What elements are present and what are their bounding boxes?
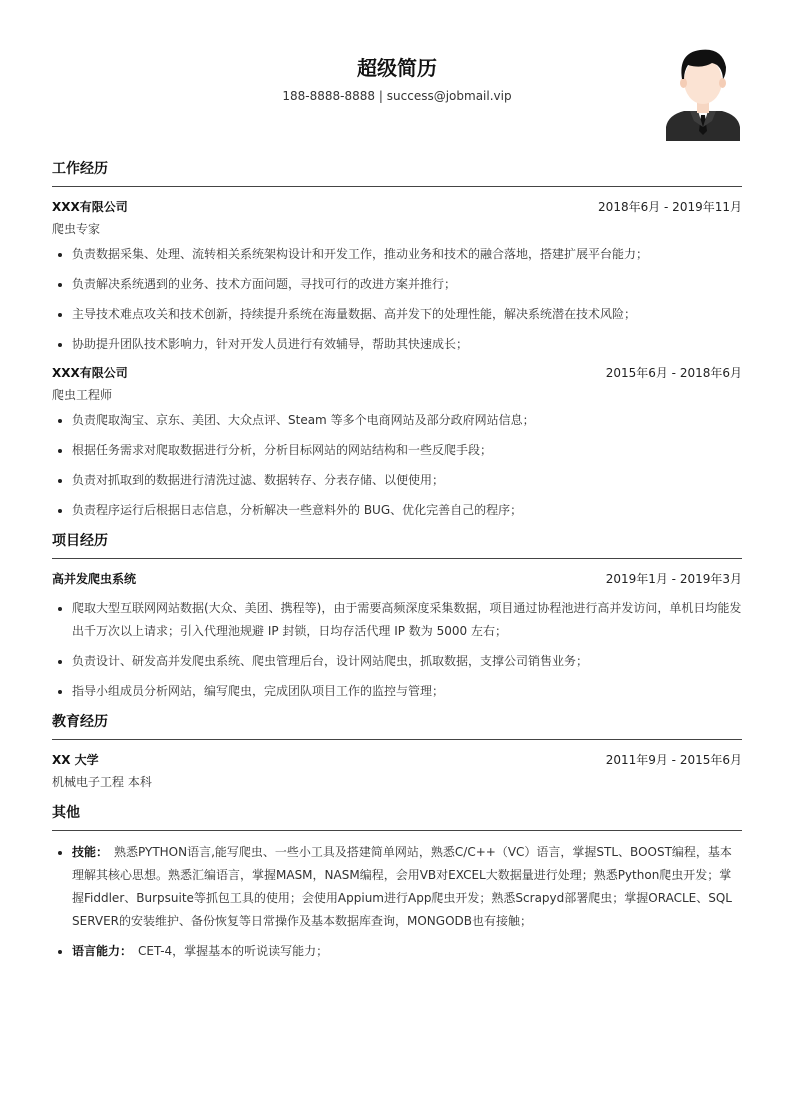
- section-title-other: 其他: [52, 802, 742, 831]
- list-item: • 爬取大型互联网网站数据(大众、美团、携程等)，由于需要高频深度采集数据，项目通过协程池进行高并发访问，单机日均能发出千万次以上请求；引入代理池规避 IP 封锁，日均存活代理 IP 数为 5000 左右；: [72, 597, 742, 643]
- other-list: [52, 841, 742, 963]
- school-name: XX 大学: [52, 753, 99, 767]
- candidate-name: 超级简历: [357, 56, 437, 80]
- list-item: • 负责爬取淘宝、京东、美团、大众点评、Steam 等多个电商网站及部分政府网站信息；: [72, 409, 742, 432]
- date-range: 2011年9月 - 2015年6月: [605, 753, 742, 767]
- education-entry: [52, 750, 742, 794]
- degree-major: 机械电子工程 本科: [52, 775, 152, 789]
- work-entry: [52, 197, 742, 356]
- list-item: [72, 841, 742, 933]
- list-item: • 指导小组成员分析网站，编写爬虫，完成团队项目工作的监控与管理；: [72, 680, 742, 703]
- project-name: 高并发爬虫系统: [52, 572, 137, 586]
- responsibility-list: [52, 243, 742, 356]
- date-range: 2019年1月 - 2019年3月: [605, 572, 742, 586]
- company-name: XXX有限公司: [52, 200, 128, 214]
- responsibility-list: [52, 409, 742, 522]
- list-item: • 负责程序运行后根据日志信息，分析解决一些意料外的 BUG、优化完善自己的程序；: [72, 499, 742, 522]
- contact-line: [52, 89, 742, 103]
- other-section: [52, 802, 742, 963]
- list-item: • 负责设计、研发高并发爬虫系统、爬虫管理后台，设计网站爬虫，抓取数据，支撑公司销售业务；: [72, 650, 742, 673]
- list-item: • 负责数据采集、处理、流转相关系统架构设计和开发工作，推动业务和技术的融合落地，搭建扩展平台能力；: [72, 243, 742, 266]
- resume-header: [52, 0, 742, 150]
- section-title-project: 项目经历: [52, 530, 742, 559]
- education-section: [52, 711, 742, 794]
- work-entry: [52, 363, 742, 522]
- skills-text: 熟悉PYTHON语言,能写爬虫、一些小工具及搭建简单网站，熟悉C/C++（VC）语言，掌握STL、BOOST编程，基本理解其核心思想。熟悉汇编语言，掌握MASM，NASM编程，会用VB对EXCEL大数据量进行处理；熟悉Python爬虫开发；掌握Fiddler、Burpsuite等抓包工具的使用；会使用Appium进行App爬虫开发；熟悉Scrapyd部署爬虫；掌握ORACLE、SQL SERVER的安装维护、备份恢复等日常操作及基本数据库查询，MONGODB也有接触；: [72, 845, 732, 928]
- list-item: • 根据任务需求对爬取数据进行分析，分析目标网站的网站结构和一些反爬手段；: [72, 439, 742, 462]
- section-title-education: 教育经历: [52, 711, 742, 740]
- date-range: 2018年6月 - 2019年11月: [598, 200, 742, 214]
- language-text: CET-4，掌握基本的听说读写能力；: [138, 944, 329, 958]
- date-range: 2015年6月 - 2018年6月: [605, 366, 742, 380]
- job-title: 爬虫专家: [52, 222, 101, 236]
- list-item: • 协助提升团队技术影响力，针对开发人员进行有效辅导，帮助其快速成长；: [72, 333, 742, 356]
- section-title-work: 工作经历: [52, 158, 742, 187]
- list-item: • 主导技术难点攻关和技术创新，持续提升系统在海量数据、高并发下的处理性能，解决系统潜在技术风险；: [72, 303, 742, 326]
- company-name: XXX有限公司: [52, 366, 128, 380]
- contact-separator: |: [378, 89, 383, 103]
- email-address: success@jobmail.vip: [386, 89, 512, 103]
- list-item: • 负责对抓取到的数据进行清洗过滤、数据转存、分表存储、以便使用；: [72, 469, 742, 492]
- project-detail-list: [52, 597, 742, 703]
- list-item: • 负责解决系统遇到的业务、技术方面问题，寻找可行的改进方案并推行；: [72, 273, 742, 296]
- person-avatar-icon: [664, 45, 742, 141]
- work-experience-section: [52, 158, 742, 522]
- language-label: 语言能力：: [72, 944, 133, 958]
- project-entry: [52, 569, 742, 703]
- skills-label: 技能：: [72, 845, 109, 859]
- phone-number: 188-8888-8888: [282, 89, 376, 103]
- resume-page: [52, 0, 742, 970]
- job-title: 爬虫工程师: [52, 388, 113, 402]
- project-experience-section: [52, 530, 742, 703]
- list-item: [72, 940, 742, 963]
